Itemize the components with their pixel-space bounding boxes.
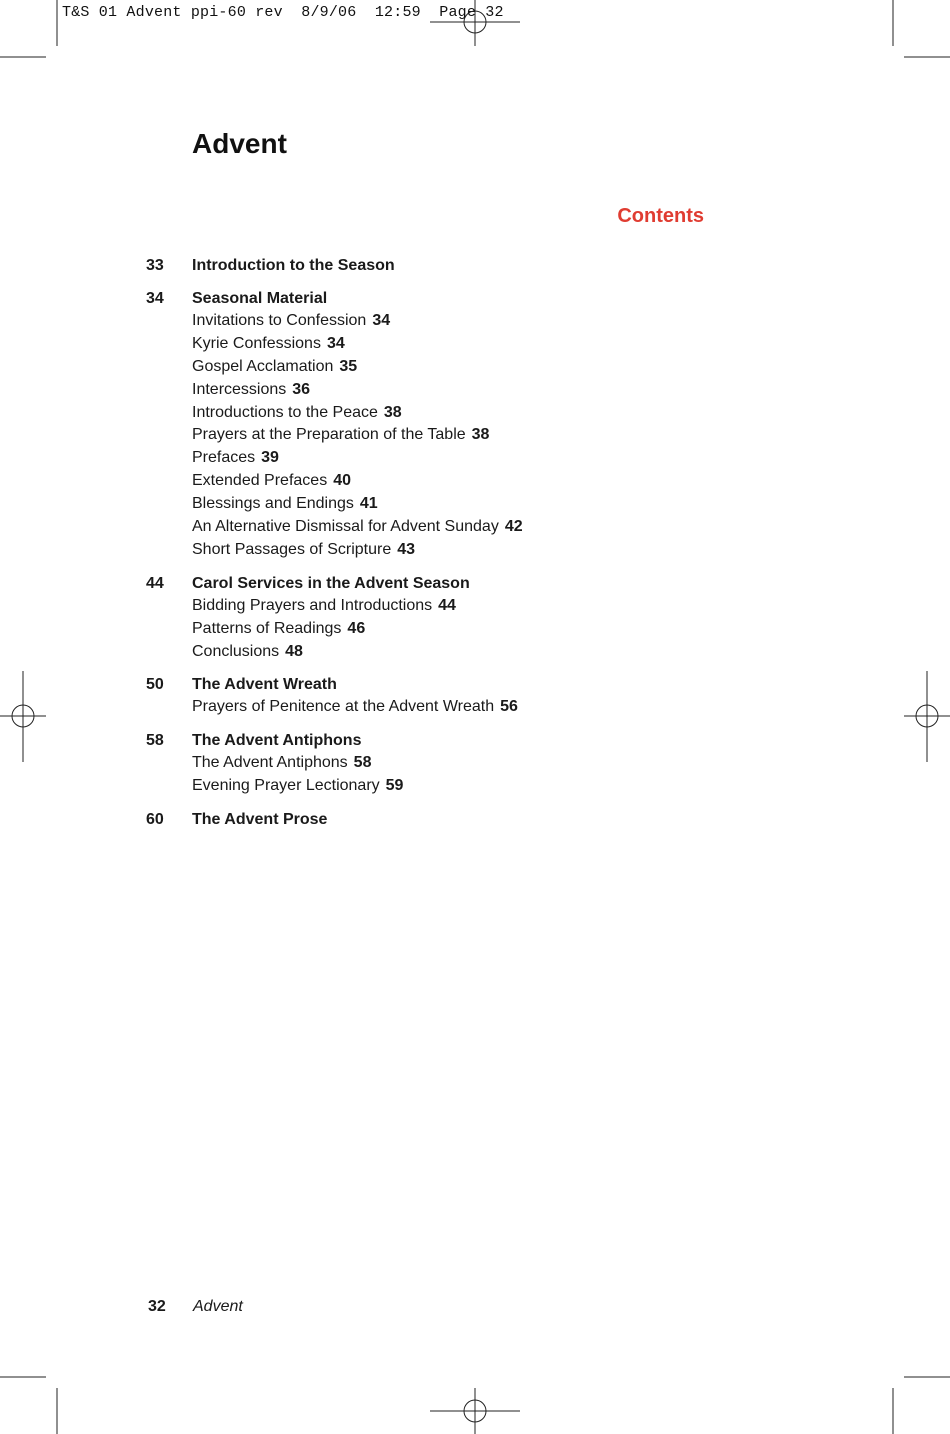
toc-item-label: Extended Prefaces [192,472,328,490]
toc-item [192,310,746,333]
toc-item-page: 36 [292,380,311,398]
toc-subitems [146,752,746,798]
chapter-title: Advent [192,128,287,159]
toc-section-heading [146,254,746,277]
toc-section [146,673,746,719]
toc-section-page: 34 [146,290,164,307]
toc-item [192,539,746,562]
toc-item-label: Conclusions [192,642,280,660]
toc-item [192,595,746,618]
toc-section-page: 44 [146,574,164,592]
toc-item-page: 35 [339,357,358,375]
toc-item-label: An Alternative Dismissal for Advent Sunday [192,518,499,536]
toc-item-page: 38 [383,403,402,421]
toc-section-heading [146,572,746,595]
contents-heading: Contents [617,205,704,227]
toc-item [192,356,746,379]
toc-subitems [146,696,746,719]
toc-item-page: 38 [471,426,490,444]
toc-item [192,447,746,470]
toc-item-label: Bidding Prayers and Introductions [192,596,433,614]
toc-item-label: Patterns of Readings [192,619,342,637]
toc-item [192,516,746,539]
toc-subitems [146,595,746,664]
footer-running-title: Advent [193,1298,243,1315]
toc-item-label: Short Passages of Scripture [192,540,392,558]
toc-item [192,470,746,493]
toc-section-heading [146,729,746,752]
toc-item [192,775,746,798]
toc-section-title: The Advent Wreath [192,676,337,694]
toc-item [192,696,746,719]
toc-section [146,254,746,277]
toc-item-page: 44 [438,596,456,614]
table-of-contents [146,254,746,841]
toc-item [192,424,746,447]
toc-section [146,808,746,831]
toc-item-label: Evening Prayer Lectionary [192,777,380,795]
toc-item-label: Kyrie Confessions [192,334,321,352]
toc-item-page: 41 [359,495,378,513]
toc-section-page: 33 [146,257,164,274]
toc-item-page: 43 [397,540,416,558]
toc-item-page: 58 [353,754,372,772]
toc-item-page: 42 [504,518,523,536]
toc-item [192,402,746,425]
toc-section-title: Seasonal Material [192,290,328,307]
toc-item [192,618,746,641]
registration-mark-top [430,0,520,46]
toc-item-page: 34 [372,312,391,329]
toc-section-heading [146,808,746,831]
registration-mark-left [0,671,46,762]
toc-section-heading [146,673,746,696]
toc-item-page: 34 [326,334,345,352]
toc-item [192,379,746,402]
page-footer [148,1298,243,1316]
toc-section-page: 50 [146,676,164,694]
toc-section-heading [146,287,746,310]
toc-item-label: Prayers of Penitence at the Advent Wreath [192,698,495,716]
toc-item-page: 40 [333,472,351,490]
toc-item-label: Prayers at the Preparation of the Table [192,426,466,444]
toc-item-label: The Advent Antiphons [192,754,348,772]
toc-item-page: 48 [285,642,303,660]
toc-section [146,572,746,664]
toc-section [146,287,746,562]
toc-item-label: Blessings and Endings [192,495,354,513]
toc-item [192,333,746,356]
registration-mark-right [904,671,950,762]
toc-item-label: Introductions to the Peace [192,403,378,421]
toc-item [192,641,746,664]
footer-page-number: 32 [148,1298,166,1315]
toc-section-title: The Advent Prose [192,811,328,829]
toc-section-page: 58 [146,732,164,750]
toc-item-label: Prefaces [192,449,256,467]
toc-item-page: 39 [261,449,279,467]
toc-section-title: Introduction to the Season [192,257,395,274]
toc-section-title: Carol Services in the Advent Season [192,574,470,592]
toc-item-label: Invitations to Confession [192,312,367,329]
toc-item-page: 46 [347,619,366,637]
toc-item-label: Gospel Acclamation [192,357,334,375]
toc-section-title: The Advent Antiphons [192,732,362,750]
toc-item [192,493,746,516]
toc-subitems [146,310,746,562]
toc-item-page: 59 [385,777,404,795]
toc-section-page: 60 [146,811,164,829]
toc-item-page: 56 [500,698,518,716]
registration-mark-bottom [430,1388,520,1434]
toc-item-label: Intercessions [192,380,287,398]
toc-item [192,752,746,775]
print-slug: T&S 01 Advent ppi-60 rev 8/9/06 12:59 Page 32 [62,4,504,21]
toc-section [146,729,746,798]
